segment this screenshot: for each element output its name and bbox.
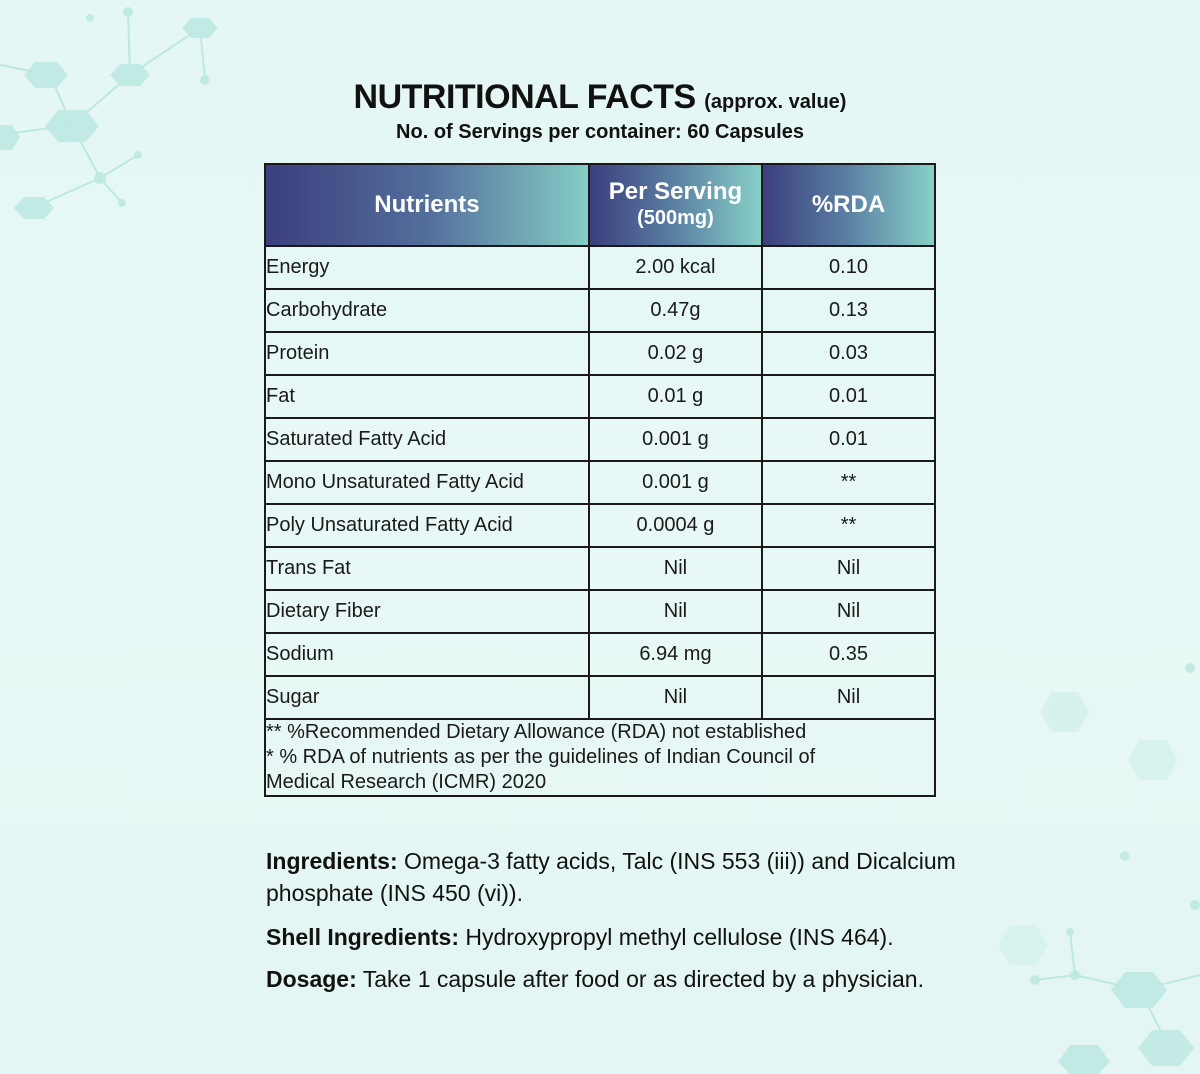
nutrient-value: 0.001 g: [589, 461, 762, 504]
nutrient-value: 2.00 kcal: [589, 246, 762, 289]
nutrient-rda: Nil: [762, 590, 935, 633]
title-line: [0, 78, 1200, 117]
header: [0, 78, 1200, 144]
dosage-label: Dosage:: [266, 966, 357, 992]
header-rda: %RDA: [762, 164, 935, 246]
nutrient-rda: 0.03: [762, 332, 935, 375]
table-row: [265, 289, 935, 332]
ingredients-label: Ingredients:: [266, 848, 398, 874]
nutrient-rda: 0.01: [762, 375, 935, 418]
ingredients-section: [266, 845, 966, 909]
nutrient-name: Sugar: [265, 676, 589, 719]
nutrition-table: [264, 163, 936, 797]
table-row: [265, 375, 935, 418]
nutrient-name: Sodium: [265, 633, 589, 676]
table-header-row: [265, 164, 935, 246]
page-title: NUTRITIONAL FACTS: [353, 78, 696, 116]
shell-ingredients-section: [266, 921, 966, 953]
nutrient-rda: **: [762, 461, 935, 504]
nutrient-name: Dietary Fiber: [265, 590, 589, 633]
shell-ingredients-text: Hydroxypropyl methyl cellulose (INS 464).: [458, 924, 894, 950]
nutrient-name: Trans Fat: [265, 547, 589, 590]
nutrient-value: 0.02 g: [589, 332, 762, 375]
nutrient-value: Nil: [589, 676, 762, 719]
nutrient-rda: Nil: [762, 676, 935, 719]
nutrient-value: 6.94 mg: [589, 633, 762, 676]
nutrient-rda: 0.13: [762, 289, 935, 332]
nutrient-rda: 0.10: [762, 246, 935, 289]
page-subtitle: (approx. value): [704, 91, 847, 113]
nutrient-rda: 0.35: [762, 633, 935, 676]
header-per-serving-label: Per Serving: [608, 178, 743, 205]
table-row: [265, 504, 935, 547]
footnote-rda-not-established: ** %Recommended Dietary Allowance (RDA) not established: [266, 721, 807, 743]
table-row: [265, 418, 935, 461]
nutrient-name: Saturated Fatty Acid: [265, 418, 589, 461]
table-row: [265, 461, 935, 504]
nutrient-value: 0.01 g: [589, 375, 762, 418]
nutrient-value: Nil: [589, 590, 762, 633]
servings-info: No. of Servings per container: 60 Capsules: [396, 121, 804, 143]
header-per-serving: [589, 164, 762, 246]
nutrient-name: Poly Unsaturated Fatty Acid: [265, 504, 589, 547]
table-row: [265, 590, 935, 633]
nutrient-name: Protein: [265, 332, 589, 375]
nutrient-name: Mono Unsaturated Fatty Acid: [265, 461, 589, 504]
nutrient-value: Nil: [589, 547, 762, 590]
nutrient-name: Energy: [265, 246, 589, 289]
table-row: [265, 246, 935, 289]
ingredients-text: Omega-3 fatty acids, Talc (INS 553 (iii)) and Dicalcium phosphate (INS 450 (vi)).: [266, 848, 956, 906]
footnote-icmr-line-2: Medical Research (ICMR) 2020: [266, 771, 547, 793]
nutrient-rda: **: [762, 504, 935, 547]
table-row: [265, 676, 935, 719]
table-row: [265, 633, 935, 676]
nutrient-value: 0.47g: [589, 289, 762, 332]
nutrient-value: 0.0004 g: [589, 504, 762, 547]
nutrient-rda: 0.01: [762, 418, 935, 461]
header-nutrients: Nutrients: [265, 164, 589, 246]
dosage-section: [266, 963, 966, 995]
table-row: [265, 547, 935, 590]
shell-ingredients-label: Shell Ingredients:: [266, 924, 459, 950]
dosage-text: Take 1 capsule after food or as directed by a physician.: [356, 966, 924, 992]
nutrient-rda: Nil: [762, 547, 935, 590]
nutrient-name: Carbohydrate: [265, 289, 589, 332]
nutrient-value: 0.001 g: [589, 418, 762, 461]
footnotes: [265, 719, 935, 796]
footnote-row: [265, 719, 935, 796]
footnote-icmr-line-1: * % RDA of nutrients as per the guidelines of Indian Council of: [266, 746, 816, 768]
nutrient-name: Fat: [265, 375, 589, 418]
header-per-serving-sub: (500mg): [637, 207, 714, 229]
table-row: [265, 332, 935, 375]
